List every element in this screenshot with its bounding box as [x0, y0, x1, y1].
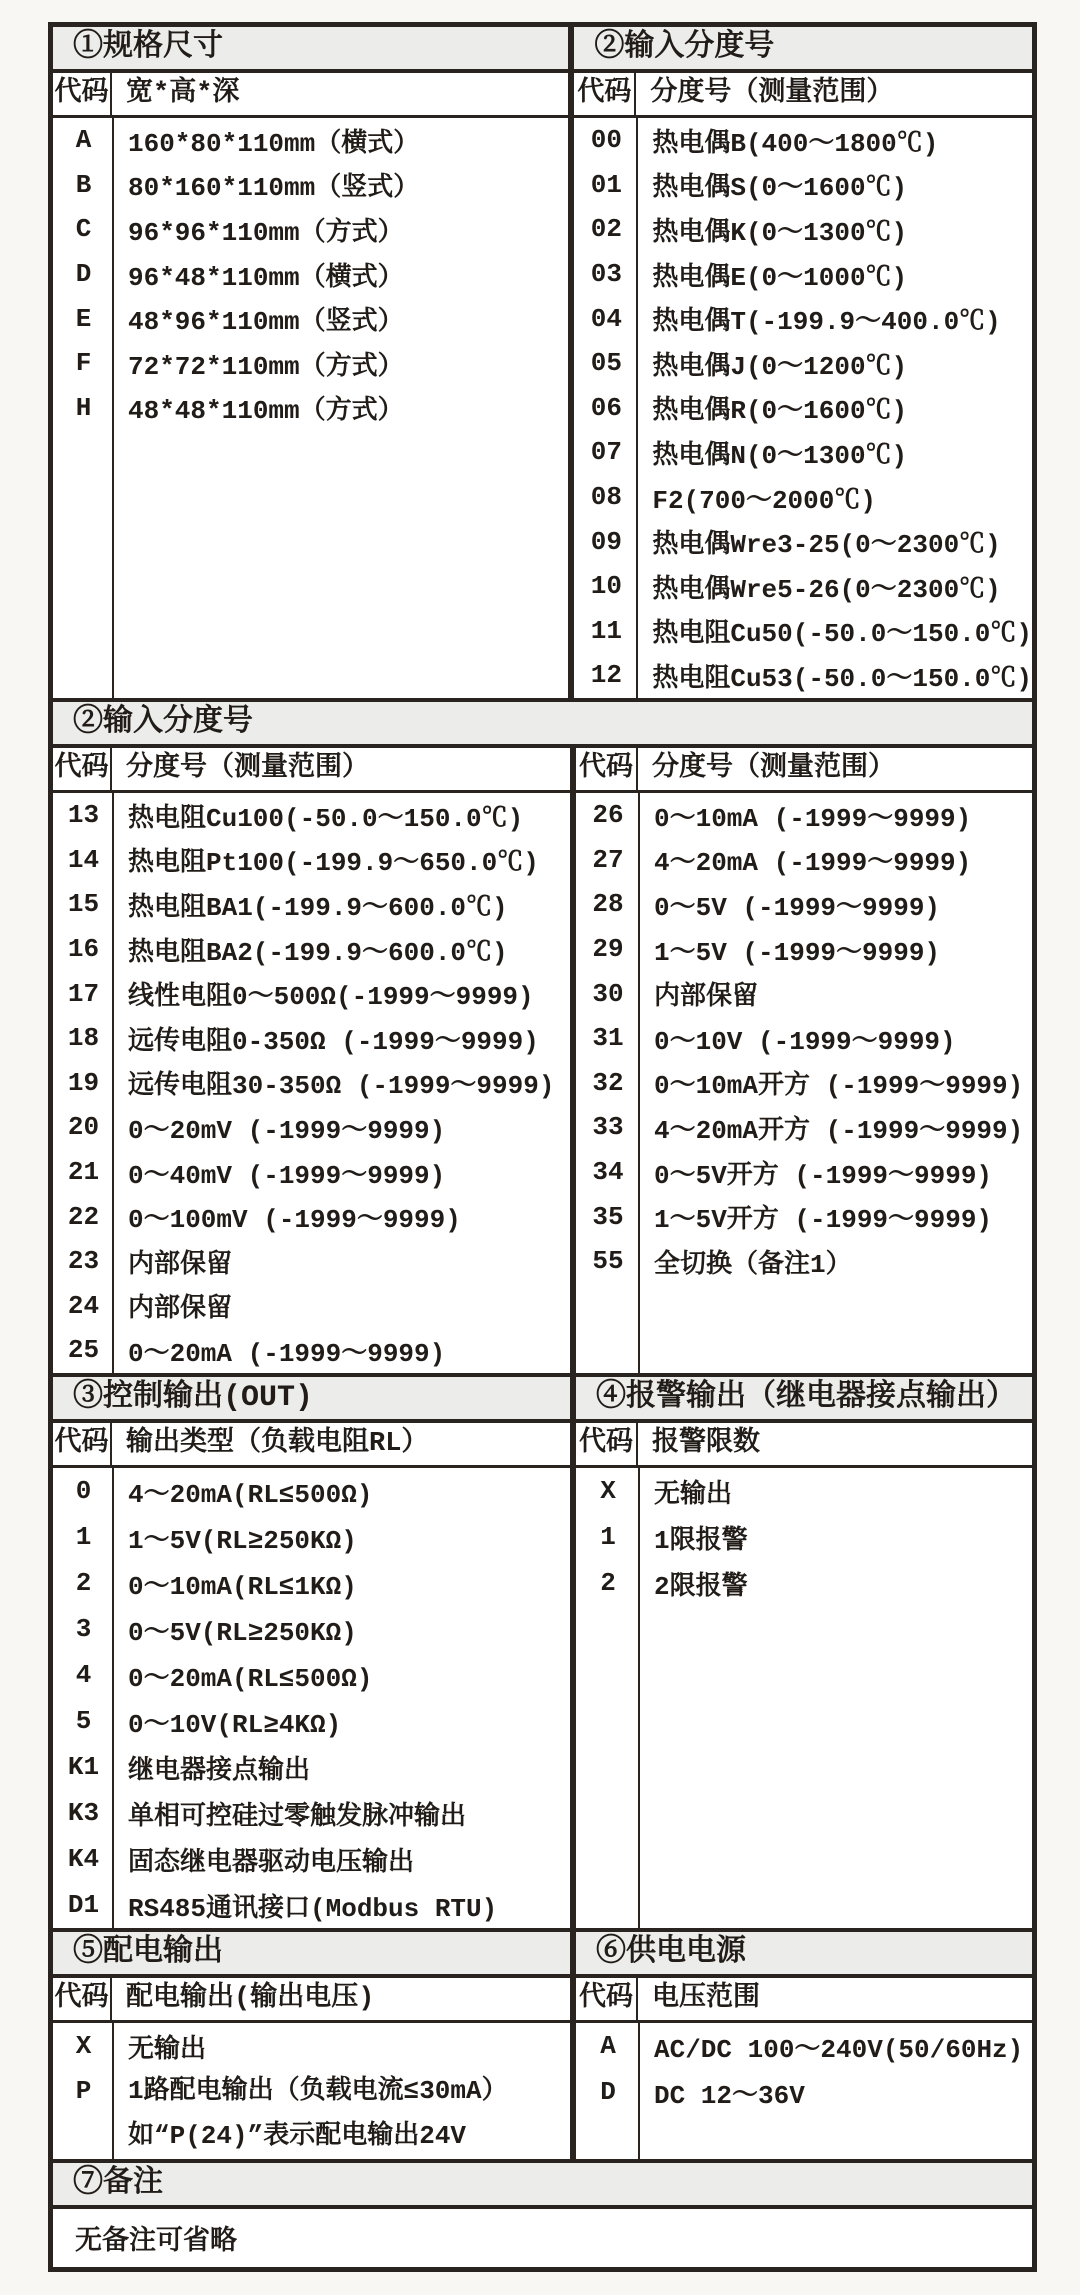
section-power-supply-title: ⑥供电电源: [576, 1932, 1032, 1978]
code-cell: 13: [67, 800, 100, 831]
code-cell: 34: [592, 1157, 624, 1188]
desc-cell: 0～10V (-1999～9999): [654, 1026, 956, 1057]
desc-cell: 80*160*110mm（竖式）: [128, 173, 420, 204]
desc-column-header: 分度号（测量范围）: [126, 754, 369, 784]
column-header-row: [53, 1423, 570, 1468]
desc-cell: 0～20mA(RL≤500Ω): [128, 1663, 373, 1694]
code-cell: 1: [75, 1522, 92, 1552]
table-row: [53, 1882, 570, 1928]
code-cell: 08: [590, 482, 622, 513]
code-cell: 22: [67, 1201, 100, 1232]
table-row: [53, 1328, 570, 1373]
column-header-row: [576, 1978, 1032, 2023]
table-row: [53, 1105, 570, 1150]
desc-cell: 无输出: [128, 2034, 207, 2065]
band-control-and-alarm: [53, 1373, 1032, 1928]
table-row: [53, 386, 568, 431]
table-row: [53, 1514, 570, 1560]
code-cell: 5: [75, 1706, 92, 1736]
code-cell: 00: [590, 125, 622, 156]
code-column-header: 代码: [53, 748, 112, 790]
code-cell: 18: [67, 1023, 100, 1054]
desc-cell: 热电偶B(400～1800℃): [652, 128, 939, 159]
code-cell: 30: [592, 978, 624, 1009]
code-cell: H: [75, 392, 92, 423]
desc-column-header: 电压范围: [652, 1984, 760, 2014]
desc-column-header: 输出类型（负载电阻RL）: [126, 1429, 429, 1459]
input-continued-columns: [53, 748, 1032, 1373]
code-cell: 17: [67, 978, 100, 1009]
desc-cell: 热电阻Pt100(-199.9～650.0℃): [128, 848, 539, 879]
column-header-row: [576, 748, 1032, 793]
table-row: [576, 882, 1032, 927]
table-row: [53, 838, 570, 883]
code-cell: D1: [67, 1890, 100, 1920]
desc-line: 如“P(24)”表示配电输出24V: [128, 2121, 467, 2151]
code-cell: 21: [67, 1157, 100, 1188]
table-row: [576, 2023, 1032, 2069]
desc-cell: 热电偶S(0～1600℃): [652, 173, 908, 204]
desc-cell: 热电阻BA2(-199.9～600.0℃): [128, 937, 508, 968]
desc-cell: 0～5V(RL≥250KΩ): [128, 1617, 357, 1648]
desc-cell: 0～20mV (-1999～9999): [128, 1115, 446, 1146]
table-row: [53, 1194, 570, 1239]
table-row: [574, 519, 1032, 564]
code-cell: P: [75, 2076, 92, 2106]
table-row: [574, 296, 1032, 341]
code-column-header: 代码: [576, 748, 638, 790]
desc-cell: 72*72*110mm（方式）: [128, 351, 404, 382]
dimensions-rows: [53, 118, 568, 698]
section-dimensions-title: ①规格尺寸: [53, 27, 568, 73]
code-cell: A: [600, 2031, 616, 2061]
table-row: [576, 1016, 1032, 1061]
section-control-output-title: ③控制输出(OUT): [53, 1377, 570, 1423]
code-cell: 15: [67, 889, 100, 920]
code-cell: D: [600, 2077, 616, 2107]
code-cell: 31: [592, 1023, 624, 1054]
code-cell: 16: [67, 934, 100, 965]
desc-cell: 0～10mA开方 (-1999～9999): [654, 1071, 1024, 1102]
table-row: [574, 252, 1032, 297]
desc-cell: 48*48*110mm（方式）: [128, 396, 404, 427]
code-cell: 04: [590, 303, 622, 334]
code-column-header: 代码: [576, 1978, 638, 2020]
code-cell: F: [75, 348, 92, 379]
table-row: [53, 1652, 570, 1698]
desc-cell: 热电阻Cu50(-50.0～150.0℃): [652, 619, 1032, 650]
code-cell: B: [75, 169, 92, 200]
table-row: [53, 252, 568, 297]
desc-cell: 1～5V开方 (-1999～9999): [654, 1205, 993, 1236]
table-row: [574, 653, 1032, 698]
column-header-row: [53, 748, 570, 793]
table-row: [576, 1514, 1032, 1560]
table-row: [576, 1560, 1032, 1606]
table-row: [576, 1468, 1032, 1514]
table-row: [53, 1284, 570, 1329]
table-row: [574, 475, 1032, 520]
table-row: [53, 1790, 570, 1836]
desc-cell: 0～5V (-1999～9999): [654, 892, 941, 923]
desc-cell: 4～20mA(RL≤500Ω): [128, 1479, 373, 1510]
code-cell: 1: [600, 1522, 616, 1552]
desc-cell: 热电阻BA1(-199.9～600.0℃): [128, 892, 508, 923]
table-row: [53, 163, 568, 208]
band-input-continued: [53, 698, 1032, 1373]
desc-cell: 热电偶N(0～1300℃): [652, 440, 908, 471]
code-cell: 12: [590, 660, 622, 691]
code-cell: D: [75, 259, 92, 290]
code-cell: 2: [75, 1568, 92, 1598]
table-row: [53, 1468, 570, 1514]
desc-cell: 单相可控硅过零触发脉冲输出: [128, 1801, 467, 1832]
desc-cell: 固态继电器驱动电压输出: [128, 1847, 415, 1878]
desc-cell: 内部保留: [128, 1249, 233, 1280]
code-cell: 11: [590, 615, 622, 646]
distribution-output-rows: [53, 2023, 570, 2159]
desc-column-header: 报警限数: [652, 1429, 760, 1459]
table-row: [576, 2069, 1032, 2115]
desc-cell: 继电器接点输出: [128, 1755, 311, 1786]
code-cell: X: [600, 1476, 616, 1506]
table-row: [53, 882, 570, 927]
desc-column-header: 宽*高*深: [126, 79, 240, 109]
table-row: [53, 1560, 570, 1606]
section-input-continued-title: ②输入分度号: [53, 702, 1032, 748]
desc-cell: 全切换（备注1）: [654, 1249, 852, 1280]
code-cell: 02: [590, 214, 622, 245]
section-distribution-output: [53, 1932, 570, 2159]
table-row: [53, 2069, 570, 2159]
section-alarm-output-title: ④报警输出（继电器接点输出）: [576, 1377, 1032, 1423]
desc-cell: 热电偶Wre5-26(0～2300℃): [652, 574, 1001, 605]
code-cell: 35: [592, 1201, 624, 1232]
desc-cell: 0～20mA (-1999～9999): [128, 1338, 446, 1369]
table-row: [53, 1150, 570, 1195]
table-row: [574, 207, 1032, 252]
desc-cell: 热电阻Cu53(-50.0～150.0℃): [652, 663, 1032, 694]
desc-cell: 热电阻Cu100(-50.0～150.0℃): [128, 803, 524, 834]
desc-cell: 0～10mA (-1999～9999): [654, 803, 972, 834]
code-cell: 19: [67, 1067, 100, 1098]
desc-cell: 4～20mA (-1999～9999): [654, 848, 972, 879]
desc-cell: 热电偶E(0～1000℃): [652, 262, 908, 293]
desc-cell: 160*80*110mm（横式）: [128, 128, 420, 159]
input-codes-rows-26-55: [576, 793, 1032, 1373]
table-row: [53, 2023, 570, 2069]
desc-cell: 0～5V开方 (-1999～9999): [654, 1160, 993, 1191]
code-cell: E: [75, 303, 92, 334]
code-column-header: 代码: [53, 1978, 112, 2020]
table-row: [576, 1150, 1032, 1195]
desc-cell: AC/DC 100～240V(50/60Hz): [654, 2034, 1024, 2065]
table-row: [576, 1061, 1032, 1106]
band-distribution-and-power: [53, 1928, 1032, 2159]
desc-cell: 96*48*110mm（横式）: [128, 262, 404, 293]
table-row: [53, 341, 568, 386]
desc-cell: [114, 2069, 570, 2159]
code-cell: 33: [592, 1112, 624, 1143]
table-row: [53, 927, 570, 972]
table-row: [576, 838, 1032, 883]
table-row: [576, 1105, 1032, 1150]
desc-cell: 热电偶J(0～1200℃): [652, 351, 908, 382]
table-row: [574, 341, 1032, 386]
desc-cell: 热电偶T(-199.9～400.0℃): [652, 307, 1001, 338]
desc-cell: 0～40mV (-1999～9999): [128, 1160, 446, 1191]
table-row: [576, 793, 1032, 838]
desc-column-header: 分度号（测量范围）: [652, 754, 895, 784]
desc-cell: 内部保留: [654, 982, 759, 1013]
power-supply-rows: [576, 2023, 1032, 2159]
table-row: [53, 1239, 570, 1284]
table-row: [576, 971, 1032, 1016]
table-row: [53, 296, 568, 341]
code-cell: 29: [592, 934, 624, 965]
code-cell: 27: [592, 844, 624, 875]
column-header-row: [574, 73, 1032, 118]
table-row: [53, 1744, 570, 1790]
code-cell: 24: [67, 1290, 100, 1321]
desc-cell: 1限报警: [654, 1525, 748, 1556]
code-cell: A: [75, 125, 92, 156]
table-row: [576, 927, 1032, 972]
ordering-spec-table: [48, 22, 1037, 2272]
table-row: [576, 1239, 1032, 1284]
table-row: [53, 1016, 570, 1061]
input-codes-left-column: [53, 748, 570, 1373]
code-cell: C: [75, 214, 92, 245]
code-cell: 09: [590, 526, 622, 557]
table-row: [574, 430, 1032, 475]
code-cell: 2: [600, 1568, 616, 1598]
code-cell: 28: [592, 889, 624, 920]
table-row: [53, 1606, 570, 1652]
code-cell: 4: [75, 1660, 92, 1690]
code-cell: 32: [592, 1067, 624, 1098]
band-dimensions-and-input: [53, 27, 1032, 698]
code-cell: 23: [67, 1246, 100, 1277]
code-cell: 07: [590, 437, 622, 468]
desc-cell: 热电偶R(0～1600℃): [652, 396, 908, 427]
code-cell: 26: [592, 800, 624, 831]
code-cell: X: [75, 2031, 92, 2061]
section-distribution-title: ⑤配电输出: [53, 1932, 570, 1978]
code-column-header: 代码: [53, 73, 112, 115]
code-column-header: 代码: [576, 1423, 638, 1465]
code-cell: 0: [75, 1476, 92, 1506]
table-row: [574, 564, 1032, 609]
column-header-row: [53, 73, 568, 118]
desc-cell: 48*96*110mm（竖式）: [128, 307, 404, 338]
section-input-title: ②输入分度号: [574, 27, 1032, 73]
desc-cell: RS485通讯接口(Modbus RTU): [128, 1893, 498, 1924]
section-alarm-output: [570, 1377, 1032, 1928]
alarm-output-rows: [576, 1468, 1032, 1928]
desc-cell: 远传电阻0-350Ω (-1999～9999): [128, 1026, 539, 1057]
desc-cell: 4～20mA开方 (-1999～9999): [654, 1115, 1024, 1146]
table-row: [574, 386, 1032, 431]
desc-cell: 无输出: [654, 1479, 733, 1510]
table-row: [53, 1061, 570, 1106]
desc-column-header: 配电输出(输出电压): [126, 1984, 375, 2014]
table-row: [574, 609, 1032, 654]
section-power-supply: [570, 1932, 1032, 2159]
column-header-row: [576, 1423, 1032, 1468]
desc-cell: 内部保留: [128, 1294, 233, 1325]
table-row: [53, 1698, 570, 1744]
table-row: [574, 118, 1032, 163]
code-cell: 10: [590, 571, 622, 602]
desc-cell: 2限报警: [654, 1571, 748, 1602]
band-remarks: [53, 2159, 1032, 2267]
column-header-row: [53, 1978, 570, 2023]
code-cell: K3: [67, 1798, 100, 1828]
code-cell: 3: [75, 1614, 92, 1644]
section-dimensions: [53, 27, 568, 698]
table-row: [53, 793, 570, 838]
input-codes-rows-13-25: [53, 793, 570, 1373]
table-row: [576, 1194, 1032, 1239]
table-row: [53, 1836, 570, 1882]
section-input-codes-top: [568, 27, 1032, 698]
desc-cell: 线性电阻0～500Ω(-1999～9999): [128, 982, 534, 1013]
desc-cell: 1～5V (-1999～9999): [654, 937, 941, 968]
desc-column-header: 分度号（测量范围）: [650, 79, 894, 109]
control-output-rows: [53, 1468, 570, 1928]
desc-cell: F2(700～2000℃): [652, 485, 876, 516]
code-cell: 55: [592, 1246, 624, 1277]
code-cell: 01: [590, 169, 622, 200]
code-cell: K1: [67, 1752, 100, 1782]
desc-cell: 0～10V(RL≥4KΩ): [128, 1709, 342, 1740]
desc-cell: 0～100mV (-1999～9999): [128, 1205, 461, 1236]
code-cell: 20: [67, 1112, 100, 1143]
code-column-header: 代码: [574, 73, 636, 115]
code-cell: 03: [590, 259, 622, 290]
desc-cell: 热电偶K(0～1300℃): [652, 217, 908, 248]
desc-cell: DC 12～36V: [654, 2080, 805, 2111]
desc-cell: 1～5V(RL≥250KΩ): [128, 1525, 357, 1556]
code-cell: 14: [67, 844, 100, 875]
section-control-output: [53, 1377, 570, 1928]
code-column-header: 代码: [53, 1423, 112, 1465]
remarks-note: 无备注可省略: [53, 2209, 1032, 2267]
code-cell: 25: [67, 1335, 100, 1366]
section-remarks-title: ⑦备注: [53, 2163, 1032, 2209]
table-row: [53, 118, 568, 163]
code-cell: 05: [590, 348, 622, 379]
code-cell: 06: [590, 392, 622, 423]
table-row: [574, 163, 1032, 208]
table-row: [53, 207, 568, 252]
desc-cell: 远传电阻30-350Ω (-1999～9999): [128, 1071, 555, 1102]
input-codes-rows-00-12: [574, 118, 1032, 698]
input-codes-right-column: [570, 748, 1032, 1373]
desc-cell: 热电偶Wre3-25(0～2300℃): [652, 530, 1001, 561]
desc-line: 1路配电输出（负载电流≤30mA）: [128, 2076, 508, 2106]
code-cell: K4: [67, 1844, 100, 1874]
desc-cell: 0～10mA(RL≤1KΩ): [128, 1571, 357, 1602]
table-row: [53, 971, 570, 1016]
desc-cell: 96*96*110mm（方式）: [128, 217, 404, 248]
